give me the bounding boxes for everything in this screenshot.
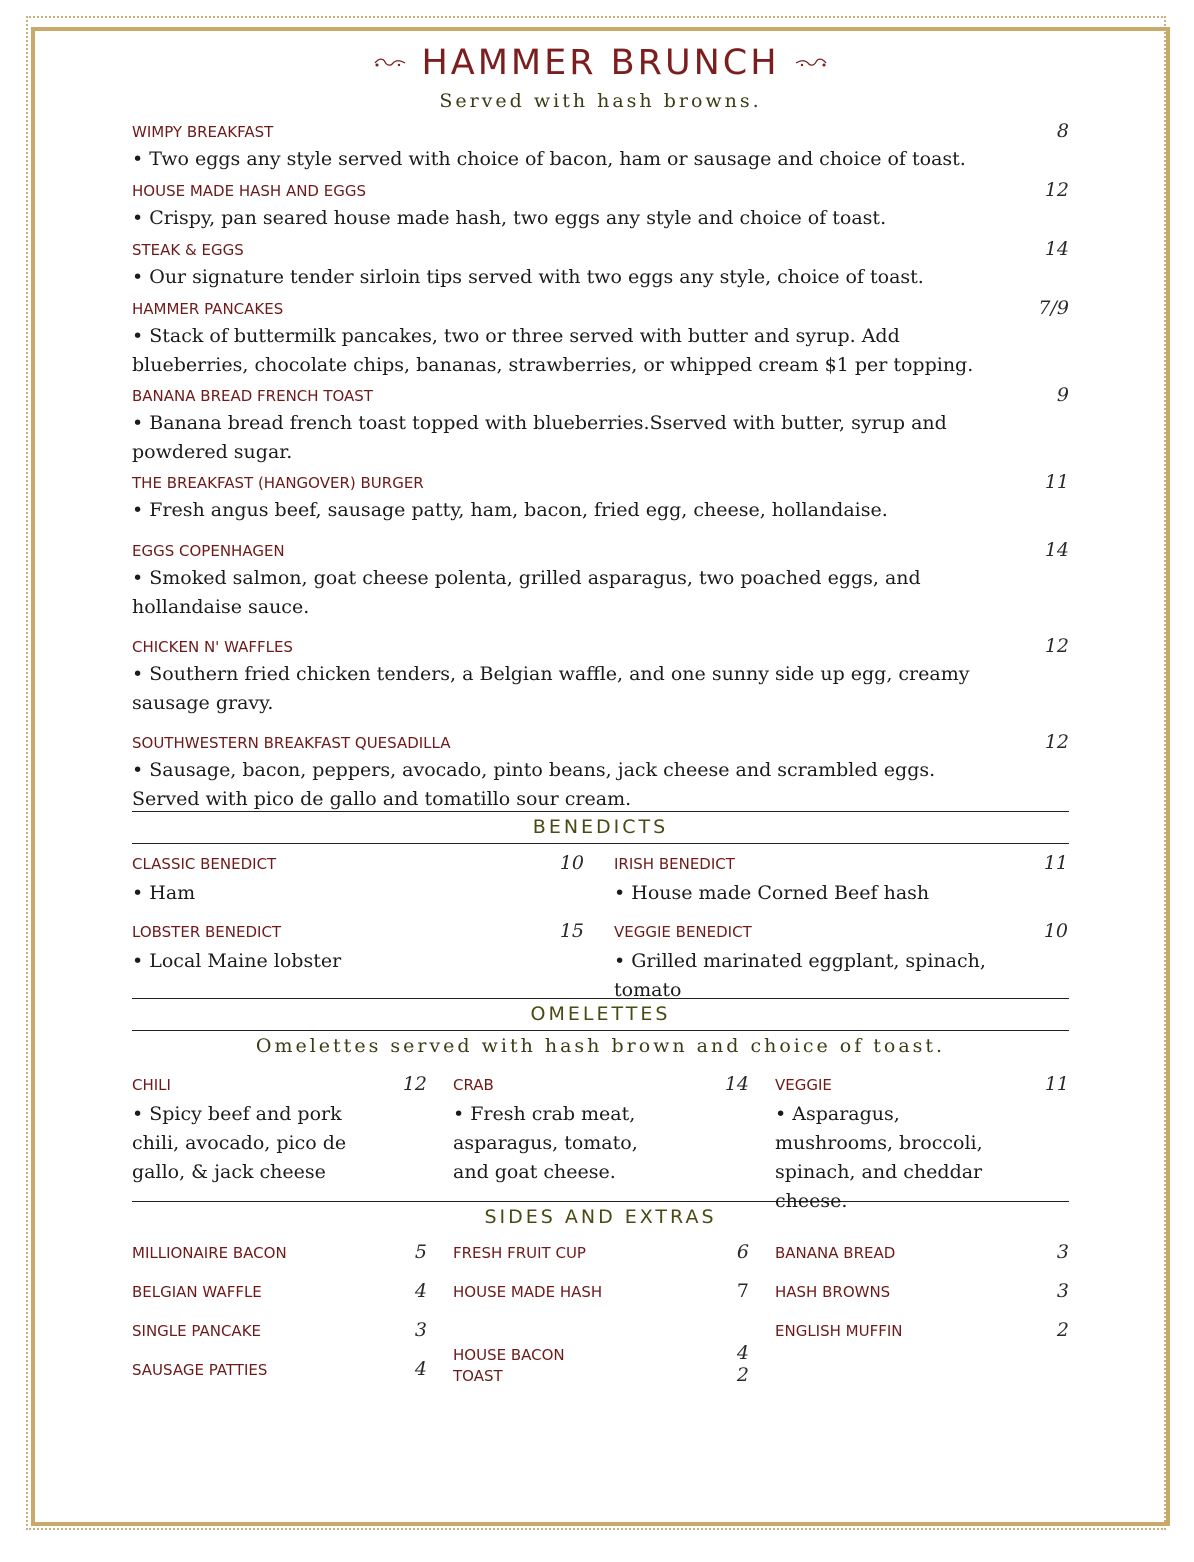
item-name: BANANA BREAD FRENCH TOAST bbox=[132, 387, 373, 405]
item-description: • House made Corned Beef hash bbox=[614, 882, 930, 904]
item-price: 7 bbox=[736, 1280, 749, 1302]
sides-column bbox=[453, 1241, 749, 1403]
item-price: 11 bbox=[1044, 1073, 1069, 1095]
item-name: MILLIONAIRE BACON bbox=[132, 1244, 287, 1262]
item-description: • Our signature tender sirloin tips served with two eggs any style, choice of toast. bbox=[132, 266, 924, 288]
omelettes-grid bbox=[132, 1073, 1069, 1212]
item-name: TOAST bbox=[453, 1367, 503, 1385]
section-heading-sides: SIDES AND EXTRAS bbox=[132, 1201, 1069, 1233]
menu-page bbox=[132, 38, 1069, 1403]
item-name: VEGGIE BENEDICT bbox=[614, 923, 752, 941]
side-item bbox=[132, 1241, 427, 1280]
item-price: 2 bbox=[736, 1364, 749, 1386]
brunch-list bbox=[132, 120, 1069, 809]
item-description: • Smoked salmon, goat cheese polenta, grilled asparagus, two poached eggs, and hollandaise sauce. bbox=[132, 567, 921, 618]
item-name: HOUSE MADE HASH AND EGGS bbox=[132, 182, 366, 200]
item-name: SOUTHWESTERN BREAKFAST QUESADILLA bbox=[132, 734, 451, 752]
item-description: • Fresh crab meat, asparagus, tomato, and goat cheese. bbox=[453, 1103, 638, 1183]
menu-title: HAMMER BRUNCH bbox=[421, 43, 780, 83]
item-description: • Sausage, bacon, peppers, avocado, pinto beans, jack cheese and scrambled eggs. Served with pico de gallo and tomatillo sour cream. bbox=[132, 759, 936, 810]
item-name: SINGLE PANCAKE bbox=[132, 1322, 262, 1340]
menu-item bbox=[132, 471, 1069, 539]
menu-item bbox=[775, 1073, 1069, 1212]
menu-item bbox=[132, 384, 1069, 471]
item-price: 9 bbox=[1056, 384, 1069, 406]
menu-item bbox=[132, 539, 1069, 635]
menu-item bbox=[132, 1073, 427, 1201]
item-name: WIMPY BREAKFAST bbox=[132, 123, 274, 141]
item-price: 15 bbox=[559, 920, 584, 942]
item-description: • Local Maine lobster bbox=[132, 950, 342, 972]
side-item bbox=[453, 1241, 749, 1280]
item-name: LOBSTER BENEDICT bbox=[132, 923, 282, 941]
item-price: 10 bbox=[1043, 920, 1068, 942]
item-price: 3 bbox=[414, 1319, 427, 1341]
item-price: 10 bbox=[559, 852, 584, 874]
section-heading-omelettes: OMELETTES bbox=[132, 998, 1069, 1031]
item-description: • Southern fried chicken tenders, a Belgian waffle, and one sunny side up egg, creamy sausage gravy. bbox=[132, 663, 970, 714]
item-price: 7/9 bbox=[1038, 297, 1069, 319]
menu-item bbox=[132, 179, 1069, 238]
item-name: CRAB bbox=[453, 1076, 494, 1094]
menu-item bbox=[132, 238, 1069, 297]
item-name: HOUSE MADE HASH bbox=[453, 1283, 603, 1301]
side-item bbox=[453, 1364, 749, 1403]
item-price: 11 bbox=[1043, 852, 1068, 874]
sides-column bbox=[775, 1241, 1069, 1403]
item-name: HAMMER PANCAKES bbox=[132, 300, 284, 318]
benedicts-grid bbox=[132, 852, 1069, 1001]
item-description: • Stack of buttermilk pancakes, two or three served with butter and syrup. Add blueberries, chocolate chips, bananas, strawberries, or whipped cream $1 per topping. bbox=[132, 325, 974, 376]
side-item bbox=[453, 1319, 749, 1364]
section-heading-benedicts: BENEDICTS bbox=[132, 811, 1069, 844]
item-price: 3 bbox=[1056, 1280, 1069, 1302]
item-description: • Two eggs any style served with choice of bacon, ham or sausage and choice of toast. bbox=[132, 148, 966, 170]
sides-column bbox=[132, 1241, 427, 1403]
side-item bbox=[453, 1280, 749, 1319]
item-name: CHILI bbox=[132, 1076, 171, 1094]
item-price: 11 bbox=[1044, 471, 1069, 493]
menu-item bbox=[132, 120, 1069, 179]
item-name: ENGLISH MUFFIN bbox=[775, 1322, 903, 1340]
item-name: IRISH BENEDICT bbox=[614, 855, 735, 873]
menu-subtitle: Served with hash browns. bbox=[439, 90, 762, 112]
menu-item bbox=[132, 731, 1069, 809]
item-name: THE BREAKFAST (HANGOVER) BURGER bbox=[132, 474, 424, 492]
item-name: BELGIAN WAFFLE bbox=[132, 1283, 262, 1301]
item-description: • Crispy, pan seared house made hash, two eggs any style and choice of toast. bbox=[132, 207, 887, 229]
item-name: BANANA BREAD bbox=[775, 1244, 896, 1262]
left-flourish-icon bbox=[373, 56, 407, 70]
item-name: EGGS COPENHAGEN bbox=[132, 542, 285, 560]
item-price: 4 bbox=[414, 1280, 427, 1302]
item-name: FRESH FRUIT CUP bbox=[453, 1244, 586, 1262]
item-price: 12 bbox=[1044, 731, 1069, 753]
item-price: 6 bbox=[736, 1241, 749, 1263]
item-price: 2 bbox=[1056, 1319, 1069, 1341]
item-name: SAUSAGE PATTIES bbox=[132, 1361, 268, 1379]
item-price: 14 bbox=[724, 1073, 749, 1095]
item-price: 5 bbox=[414, 1241, 427, 1263]
item-price: 4 bbox=[736, 1342, 749, 1364]
menu-header bbox=[132, 38, 1069, 88]
item-price: 4 bbox=[414, 1358, 427, 1380]
item-description: • Banana bread french toast topped with blueberries.Sserved with butter, syrup and powdered sugar. bbox=[132, 412, 947, 463]
side-item bbox=[775, 1319, 1069, 1358]
item-name: CHICKEN N' WAFFLES bbox=[132, 638, 293, 656]
side-item bbox=[775, 1280, 1069, 1319]
menu-item bbox=[132, 852, 584, 920]
menu-item bbox=[453, 1073, 749, 1201]
menu-item bbox=[132, 635, 1069, 731]
item-description: • Spicy beef and pork chili, avocado, pico de gallo, & jack cheese bbox=[132, 1103, 347, 1183]
side-item bbox=[132, 1280, 427, 1319]
right-flourish-icon bbox=[794, 56, 828, 70]
menu-item bbox=[132, 920, 584, 998]
menu-item bbox=[614, 920, 1068, 1001]
sides-grid bbox=[132, 1241, 1069, 1403]
omelettes-subtitle: Omelettes served with hash brown and choice of toast. bbox=[255, 1035, 946, 1057]
item-name: HOUSE BACON bbox=[453, 1346, 565, 1364]
item-price: 14 bbox=[1044, 238, 1069, 260]
item-price: 12 bbox=[1044, 635, 1069, 657]
side-item bbox=[132, 1358, 427, 1397]
item-price: 12 bbox=[402, 1073, 427, 1095]
side-item bbox=[132, 1319, 427, 1358]
item-name: HASH BROWNS bbox=[775, 1283, 891, 1301]
item-description: • Asparagus, mushrooms, broccoli, spinach, and cheddar cheese. bbox=[775, 1103, 983, 1212]
item-price: 12 bbox=[1044, 179, 1069, 201]
item-name: CLASSIC BENEDICT bbox=[132, 855, 277, 873]
item-description: • Ham bbox=[132, 882, 196, 904]
item-name: VEGGIE bbox=[775, 1076, 832, 1094]
item-price: 3 bbox=[1056, 1241, 1069, 1263]
item-description: • Fresh angus beef, sausage patty, ham, bacon, fried egg, cheese, hollandaise. bbox=[132, 499, 888, 521]
menu-item bbox=[132, 297, 1069, 384]
menu-item bbox=[614, 852, 1068, 920]
side-item bbox=[775, 1241, 1069, 1280]
item-price: 8 bbox=[1056, 120, 1069, 142]
item-name: STEAK & EGGS bbox=[132, 241, 244, 259]
item-price: 14 bbox=[1044, 539, 1069, 561]
item-description: • Grilled marinated eggplant, spinach, tomato bbox=[614, 950, 986, 1001]
